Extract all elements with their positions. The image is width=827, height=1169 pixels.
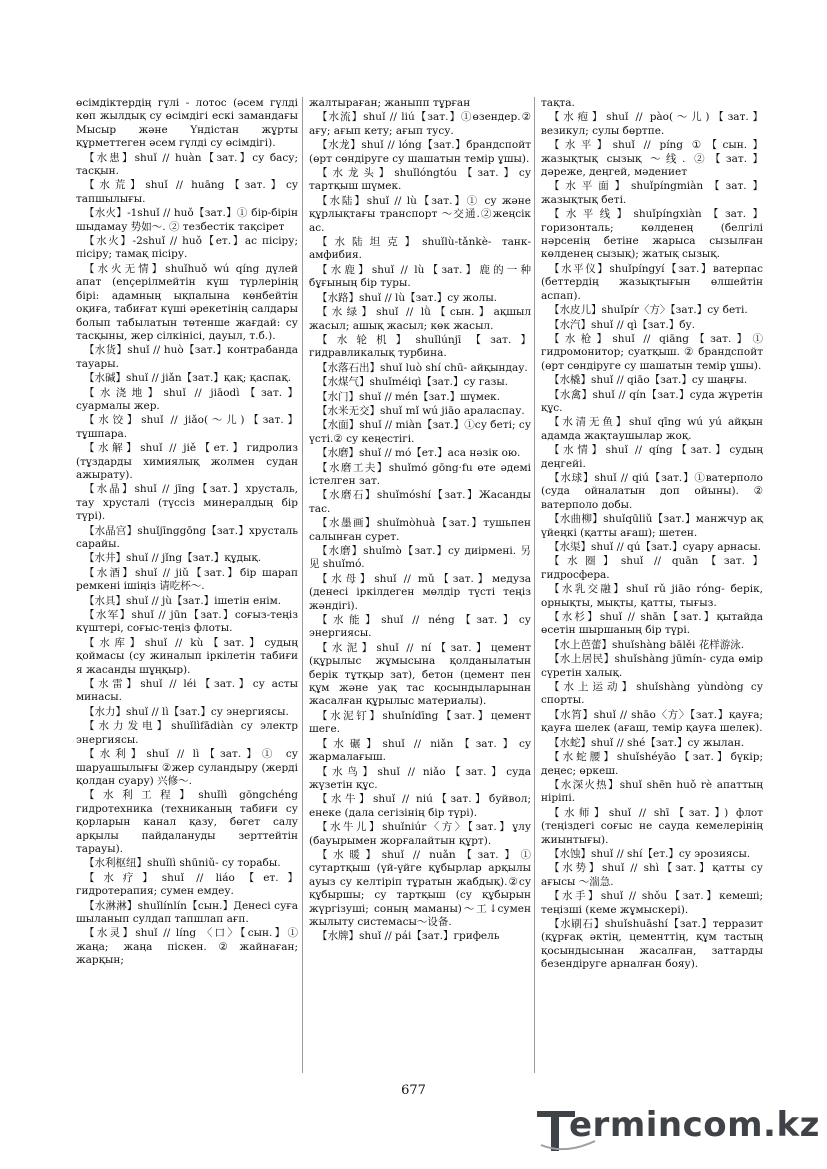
dictionary-entry: 【水解】shuǐ // jiě【ет.】гидролиз (тұздарды химиялық жолмен судан ажырату). [76, 442, 298, 481]
dictionary-entry: 【水库】shuǐ // kù【зат.】судың қоймасы (су жиналып іркілетін табиғи я жасанды шұңқыр). [76, 636, 298, 676]
dictionary-entry: 【水势】shuǐ // shì【зат.】қатты су ағысы ～湍急. [541, 862, 763, 888]
dictionary-entry: 【水利工程】shuǐlì gōngchéng гидротехника (техниканың табиғи су қорларын канал қазу, бөгет салу арқылы пайдалануды зерттейтін тарауы). [76, 789, 298, 855]
dictionary-entry: 【水军】shuǐ // jūn【зат.】соғыз-теңіз күштері, соғыс-теңіз флоты. [76, 609, 298, 635]
dictionary-entry: 【水具】shuǐ // jù【зат.】ішетін енім. [84, 594, 282, 607]
dictionary-entry: 【水晶宫】shuǐjīnggōng【зат.】хрусталь сарайы. [76, 524, 298, 550]
dictionary-entry: 【水流】shuǐ // liú【зат.】①өзендер.② ағу; ағып кету; ағып тусу. [309, 111, 531, 137]
dictionary-entry: 【水落石出】shuǐ luò shí chū- айқындау. [317, 361, 528, 374]
dictionary-entry: 【水力发电】shuǐlìfādiàn су электр энергиясы. [76, 720, 298, 746]
dictionary-entry: 【水泥】shuǐ // ní【зат.】цемент (құрылыс жұмысына қолданылатын берік тұтқыр зат), бетон (цемент пен құм және уақ тас қосындыларынан жасалған құрылыс материалы). [309, 641, 531, 708]
dictionary-entry: 【水曲柳】shuǐqūliǔ【зат.】манжчур ақ үйеңкі (қатты ағаш); шетен. [541, 513, 763, 539]
column-middle [309, 97, 531, 945]
dictionary-entry: 【水疱】shuǐ // pào(～儿)【зат.】везикул; сулы бөртпе. [541, 111, 763, 137]
dictionary-entry: 【水上运动】shuǐshàng yùndòng су спорты. [541, 681, 763, 707]
dictionary-entry: 【水碱】shuǐ // jiǎn【зат.】қақ; қаспақ. [84, 372, 292, 385]
dictionary-entry: 【水禽】shuǐ // qín【зат.】суда жүретін құс. [541, 388, 763, 414]
dictionary-entry: 【水磨石】shuǐmóshí【зат.】Жасанды тас. [309, 489, 531, 515]
dictionary-entry: 【水上芭蕾】shuǐshàng bālěi 花样游泳. [549, 638, 745, 651]
dictionary-entry: 【水陆】shuǐ // lù【зат.】① су және құрлықтағы транспорт ～交通.②жеңсік ас. [309, 194, 531, 234]
dictionary-entry: 【水晶】shuǐ // jīng【зат.】хрусталь, тау хрусталі (түссіз минералдың бір түрі). [76, 483, 298, 523]
dictionary-entry: 【水母】shuǐ // mǔ【зат.】медуза (денесі іркілдеген мөлдір түсті теңіз жәндігі). [309, 572, 531, 612]
column-divider [302, 97, 303, 1073]
dictionary-entry: 【水利】shuǐ // lì【зат.】① су шаруашылығы ②жер суландыру (жерді қолдан суару) 兴修～. [76, 748, 298, 787]
dictionary-entry: 【水牛儿】shuǐniúr〈方〉【зат.】ұлу (бауырымен жорғалайтын құрт). [309, 821, 531, 847]
dictionary-entry: 【水酒】shuǐ // jiǔ【зат.】бір шарап ремкені ішіңіз 请吃杯～. [76, 566, 298, 593]
dictionary-entry: 【水鹿】shuǐ // lù【зат.】鹿的一种 бұғының бір туры. [309, 263, 531, 290]
dictionary-entry: 【水荒】shuǐ // huāng【зат.】су тапшылығы. [76, 179, 298, 205]
dictionary-entry: 【水手】shuǐ // shǒu【зат.】кемеші; теңізші (кеме жұмыскері). [541, 890, 763, 916]
page-number: 677 [401, 1083, 426, 1098]
dictionary-entry: 【水上居民】shuǐshàng jūmín- суда өмір сүретін халық. [541, 653, 763, 679]
dictionary-entry: 【水面】shuǐ // miàn【зат.】①су беті; су үсті.② су кеңестігі. [309, 419, 531, 445]
dictionary-entry: 【水圈】shuǐ // quān【зат.】гидросфера. [541, 555, 763, 581]
dictionary-entry: 【水橇】shuǐ // qiāo【зат.】су шаңғы. [549, 374, 748, 387]
dictionary-entry: 【水火】-1shuǐ // huǒ【зат.】① бір-бірін шыдамау 势如～. ② тезбестік тақсірет [76, 207, 298, 233]
dictionary-entry: 【水患】shuǐ // huàn【зат.】су басу; тасқын. [76, 151, 298, 178]
dictionary-entry: 【水浇地】shuǐ // jiāodì【зат.】суармалы жер. [76, 386, 298, 412]
dictionary-entry: 【水乳交融】shuǐ rǔ jiāo róng- берік, орнықты, мықты, қатты, тығыз. [541, 583, 763, 609]
dictionary-entry: 【水绿】shuǐ // lǜ【сын.】ақшыл жасыл; ашық жасыл; көк жасыл. [309, 306, 531, 332]
dictionary-entry: 【水球】shuǐ // qiú【зат.】①ватерполо (суда ойналатын доп ойыны). ② ватерполо добы. [541, 471, 763, 511]
dictionary-entry: 【水蛇腰】shuǐshéyāo【зат.】бүкір; деңес; өркеш. [541, 751, 763, 777]
dictionary-entry: 【水刷石】shuǐshuāshí【зат.】терразит (құрғақ әктің, цементтің, құм тастың қосындысынан жасалған, заттарды безендіруге арналған бояу). [541, 917, 763, 971]
dictionary-entry: 【水枪】shuǐ // qiāng【зат.】① гидромонитор; суатқыш. ② брандспойт (өрт сөндіруге су шашатын темір ұшы). [541, 332, 763, 372]
termincom-watermark [535, 1105, 820, 1157]
dictionary-entry: 【水货】shuǐ // huò【зат.】контрабанда тауары. [76, 344, 298, 370]
dictionary-entry: 【水师】shuǐ // shī【зат.】) флот (теңіздегі соғыс не сауда кемелерінің жиынтығы). [541, 806, 763, 846]
entry-continuation: жалтыраған; жаныпп тұрған [309, 97, 471, 109]
dictionary-entry: 【水能】shuǐ // néng【зат.】су энергиясы. [309, 614, 531, 640]
dictionary-entry: 【水泥钉】shuǐnídīng【зат.】цемент шеге. [309, 709, 531, 736]
dictionary-entry: 【水疗】shuǐ // liáo【ет.】гидротерапия; сумен емдеу. [76, 871, 298, 898]
dictionary-entry: 【水淋淋】shuǐlínlín【сын.】Денесі суға шыланып сулдап тапшлап ағп. [76, 899, 298, 925]
dictionary-entry: 【水火无情】shuǐhuǒ wú qíng дүлей апат (ençерілмейтін күш түрлерінің бірі: адамның ықпалына көнбейтін оқиға, табиғат күші әрекетінің салдары болып табылатын төтенше жағдай: су тасқыны, жер сілкінісі, дауыл, т.б.). [76, 262, 298, 342]
entry-continuation: өсімдіктердің гүлі - лотос (әсем гүлді көп жылдық су өсімдігі ескі замандағы Мысыр және Үндістан жұрты құрметтеген әсем гүлді су өсімдігі). [76, 97, 298, 150]
dictionary-entry: 【水皮儿】shuǐpír〈方〉【зат.】су беті. [549, 304, 748, 317]
dictionary-entry: 【水杉】shuǐ // shān【зат.】қытайда өсетін шыршаның бір түрі. [541, 611, 763, 637]
dictionary-entry: 【水轮机】shuǐlúnjī【зат.】гидравликалық турбина. [309, 333, 531, 360]
dictionary-entry: 【水灵】shuǐ // líng 〈口〉【сын.】① жаңа; жаңа піскен.②жайнаған; жарқын; [76, 927, 298, 967]
dictionary-entry: 【水路】shuǐ // lù【зат.】су жолы. [317, 291, 498, 304]
dictionary-entry: 【水饺】shuǐ // jiǎo(～儿)【зат.】тұшпара. [76, 414, 298, 440]
dictionary-entry: 【水磨工夫】shuǐmó gōng·fu өте әдемі істелген зат. [309, 461, 531, 487]
dictionary-entry: 【水碾】shuǐ // niǎn【зат.】су жармалағыш. [309, 737, 531, 764]
dictionary-entry: 【水情】shuǐ // qíng【зат.】судың деңгейі. [541, 444, 763, 470]
watermark-text: ermincom.kz [569, 1105, 820, 1145]
entry-continuation: тақта. [541, 97, 575, 109]
dictionary-entry: 【水清无鱼】shuǐ qīng wú yú айқын адамда жақтаушылар жоқ. [541, 416, 763, 442]
dictionary-entry: 【水深火热】shuǐ shēn huǒ rè апаттың ніріпі. [541, 778, 763, 805]
dictionary-entry: 【水平】shuǐ // píng ①【сын.】жазықтық сызық ～线. ②【зат.】дәреже, деңгей, мәдениет [541, 139, 763, 179]
dictionary-entry: 【水牛】shuǐ // niú【зат.】буйвол; енеке (дала сегізінің бір түрі). [309, 793, 531, 819]
dictionary-entry: 【水利枢纽】shuǐlì shūniǔ- су торабы. [84, 857, 281, 870]
dictionary-entry: 【水平仪】shuǐpíngyí【зат.】ватерпас (беттердің жазықтығын өлшейтін аспап). [541, 262, 763, 302]
column-right [541, 97, 763, 973]
dictionary-entry: 【水暖】shuǐ // nuǎn【зат.】① сутартқыш (үй-үйге құбырлар арқылы ауыз су келтіріп тұратын жабдық).②су құбыршы; су тартқыш (су құбырын жүргізуші; соның маманы)～工↓сумен жылыту системасы～设备. [309, 848, 531, 928]
dictionary-entry: 【水汽】shuǐ // qì【зат.】бу. [549, 318, 696, 331]
dictionary-entry: 【水门】shuǐ // mén【зат.】шүмек. [317, 390, 501, 403]
dictionary-entry: 【水陆坦克】shuǐlù-tǎnkè- танк-амфибия. [309, 236, 531, 262]
dictionary-entry: 【水墨画】shuǐmòhuà【зат.】тушьпен салынған сурет. [309, 517, 531, 543]
dictionary-entry: 【水雷】shuǐ // léi【зат.】су асты минасы. [76, 678, 298, 704]
dictionary-entry: 【水磨】shuǐmò【зат.】су диірмені. 另见 shuǐmó. [309, 545, 531, 571]
dictionary-entry: 【水蛇】shuǐ // shé【зат.】су жылан. [549, 736, 745, 749]
dictionary-entry: 【水龙】shuǐ // lóng【зат.】брандспойт (өрт сөндіруге су шашатын темір ұшы). [309, 139, 531, 165]
column-divider [534, 97, 535, 1073]
dictionary-entry: 【水井】shuǐ // jǐng【зат.】құдық. [84, 552, 262, 565]
dictionary-entry: 【水煤气】shuǐméiqì【зат.】су газы. [317, 376, 509, 389]
dictionary-entry: 【水力】shuǐ // lì【зат.】су энергиясы. [84, 705, 289, 718]
dictionary-entry: 【水平面】shuǐpíngmiàn【зат.】жазықтық беті. [541, 180, 763, 206]
dictionary-entry: 【水磨】shuǐ // mó【ет.】аса нәзік ою. [317, 447, 521, 460]
dictionary-entry: 【水鸟】shuǐ // niǎo【зат.】суда жүзетін құс. [309, 765, 531, 791]
dictionary-entry: 【水平线】shuǐpíngxiàn【зат.】горизонталь; көлденең (белгілі нәрсенің бетіне жарыса сызылған көлденең сызық); жатық сызық. [541, 208, 763, 261]
dictionary-entry: 【水筲】shuǐ // shāo〈方〉【зат.】қауға; қауға шелек (ағаш, темір қауға шелек). [541, 708, 763, 735]
dictionary-entry: 【水渠】shuǐ // qú【зат.】суару арнасы. [549, 541, 762, 553]
column-left [76, 97, 298, 969]
dictionary-entry: 【水火】-2shuǐ // huǒ【ет.】ас пісіру; пісіру; тамақ пісіру. [76, 235, 298, 261]
dictionary-entry: 【水蚀】shuǐ // shí【ет.】су эрозиясы. [549, 847, 751, 860]
dictionary-entry: 【水牌】shuǐ // pái【зат.】грифель [317, 930, 500, 943]
dictionary-entry: 【水龙头】shuǐlóngtóu【зат.】су тартқыш шүмек. [309, 167, 531, 193]
dictionary-entry: 【水米无交】shuǐ mǐ wú jiāo араласпау. [317, 404, 525, 417]
